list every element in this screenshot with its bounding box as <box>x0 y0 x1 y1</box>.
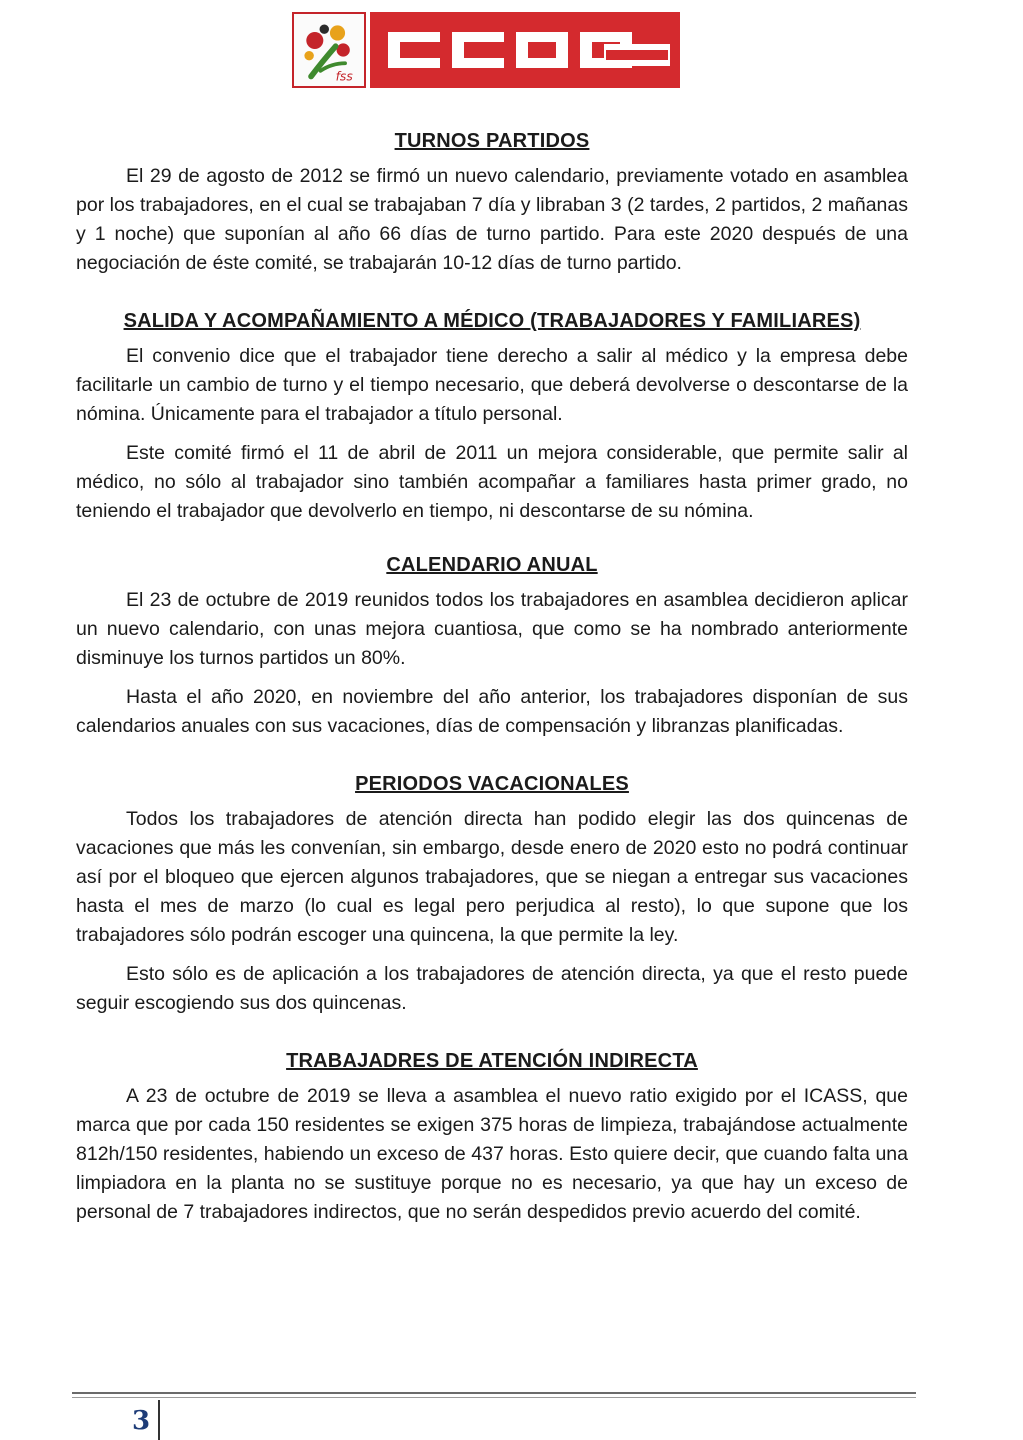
section-heading: PERIODOS VACACIONALES <box>355 773 629 795</box>
svg-text:fss: fss <box>335 69 353 84</box>
paragraph: Todos los trabajadores de atención directa han podido elegir las dos quincenas de vacaciones que más les convenían, sin embargo, desde enero de 2020 esto no podrá continuar así por el bloqueo que ejercen algunos trabajadores, que se niegan a entregar sus vacaciones hasta el mes de marzo (lo cual es legal pero perjudica al resto), lo que supone que los trabajadores sólo podrán escoger una quincena, la que permite la ley. <box>76 808 908 946</box>
section-heading: SALIDA Y ACOMPAÑAMIENTO A MÉDICO (TRABAJADORES Y FAMILIARES) <box>123 310 861 332</box>
document-body <box>76 128 908 1237</box>
paragraph: El 29 de agosto de 2012 se firmó un nuevo calendario, previamente votado en asamblea por los trabajadores, en el cual se trabajaban 7 día y libraban 3 (2 tardes, 2 partidos, 2 mañanas y 1 noche) que suponían al año 66 días de turno partido. Para este 2020 después de una negociación de éste comité, se trabajarán 10-12 días de turno partido. <box>76 165 908 274</box>
paragraph: El 23 de octubre de 2019 reunidos todos los trabajadores en asamblea decidieron aplicar un nuevo calendario, con unas mejora cuantiosa, que como se ha nombrado anteriormente disminuye los turnos partidos un 80%. <box>76 589 908 669</box>
ccoo-logo <box>292 12 680 90</box>
fss-emblem-icon <box>292 12 366 88</box>
paragraph: Este comité firmó el 11 de abril de 2011 un mejora considerable, que permite salir al médico, no sólo al trabajador sino también acompañar a familiares hasta primer grado, no teniendo el trabajador que devolverlo en tiempo, ni descontarse de su nómina. <box>76 442 908 522</box>
section-heading: TURNOS PARTIDOS <box>394 130 590 152</box>
footer-rule <box>72 1397 916 1398</box>
paragraph: El convenio dice que el trabajador tiene derecho a salir al médico y la empresa debe facilitarle un cambio de turno y el tiempo necesario, que deberá devolverse o descontarse de la nómina. Únicamente para el trabajador a título personal. <box>76 345 908 425</box>
paragraph: Hasta el año 2020, en noviembre del año anterior, los trabajadores disponían de sus calendarios anuales con sus vacaciones, días de compensación y libranzas planificadas. <box>76 686 908 737</box>
section-periodos-vacacionales <box>76 771 908 1018</box>
footer-separator <box>158 1400 160 1440</box>
section-calendario-anual <box>76 552 908 741</box>
section-turnos-partidos <box>76 128 908 278</box>
footer-rule <box>72 1392 916 1394</box>
paragraph: A 23 de octubre de 2019 se lleva a asamblea el nuevo ratio exigido por el ICASS, que marca que por cada 150 residentes se exigen 375 horas de limpieza, trabajándose actualmente 812h/150 residentes, habiendo un exceso de 437 horas. Esto quiere decir, que cuando falta una limpiadora en la planta no se sustituye porque no es necesario, ya que hay un exceso de personal de 7 trabajadores indirectos, que no serán despedidos previo acuerdo del comité. <box>76 1085 908 1223</box>
paragraph: Esto sólo es de aplicación a los trabajadores de atención directa, ya que el resto puede seguir escogiendo sus dos quincenas. <box>76 963 908 1014</box>
ccoo-wordmark <box>370 12 680 88</box>
section-heading: CALENDARIO ANUAL <box>386 554 598 576</box>
section-salida-medico <box>76 308 908 526</box>
section-heading: TRABAJADRES DE ATENCIÓN INDIRECTA <box>286 1050 698 1072</box>
section-atencion-indirecta <box>76 1048 908 1227</box>
page-number: 3 <box>132 1406 151 1436</box>
